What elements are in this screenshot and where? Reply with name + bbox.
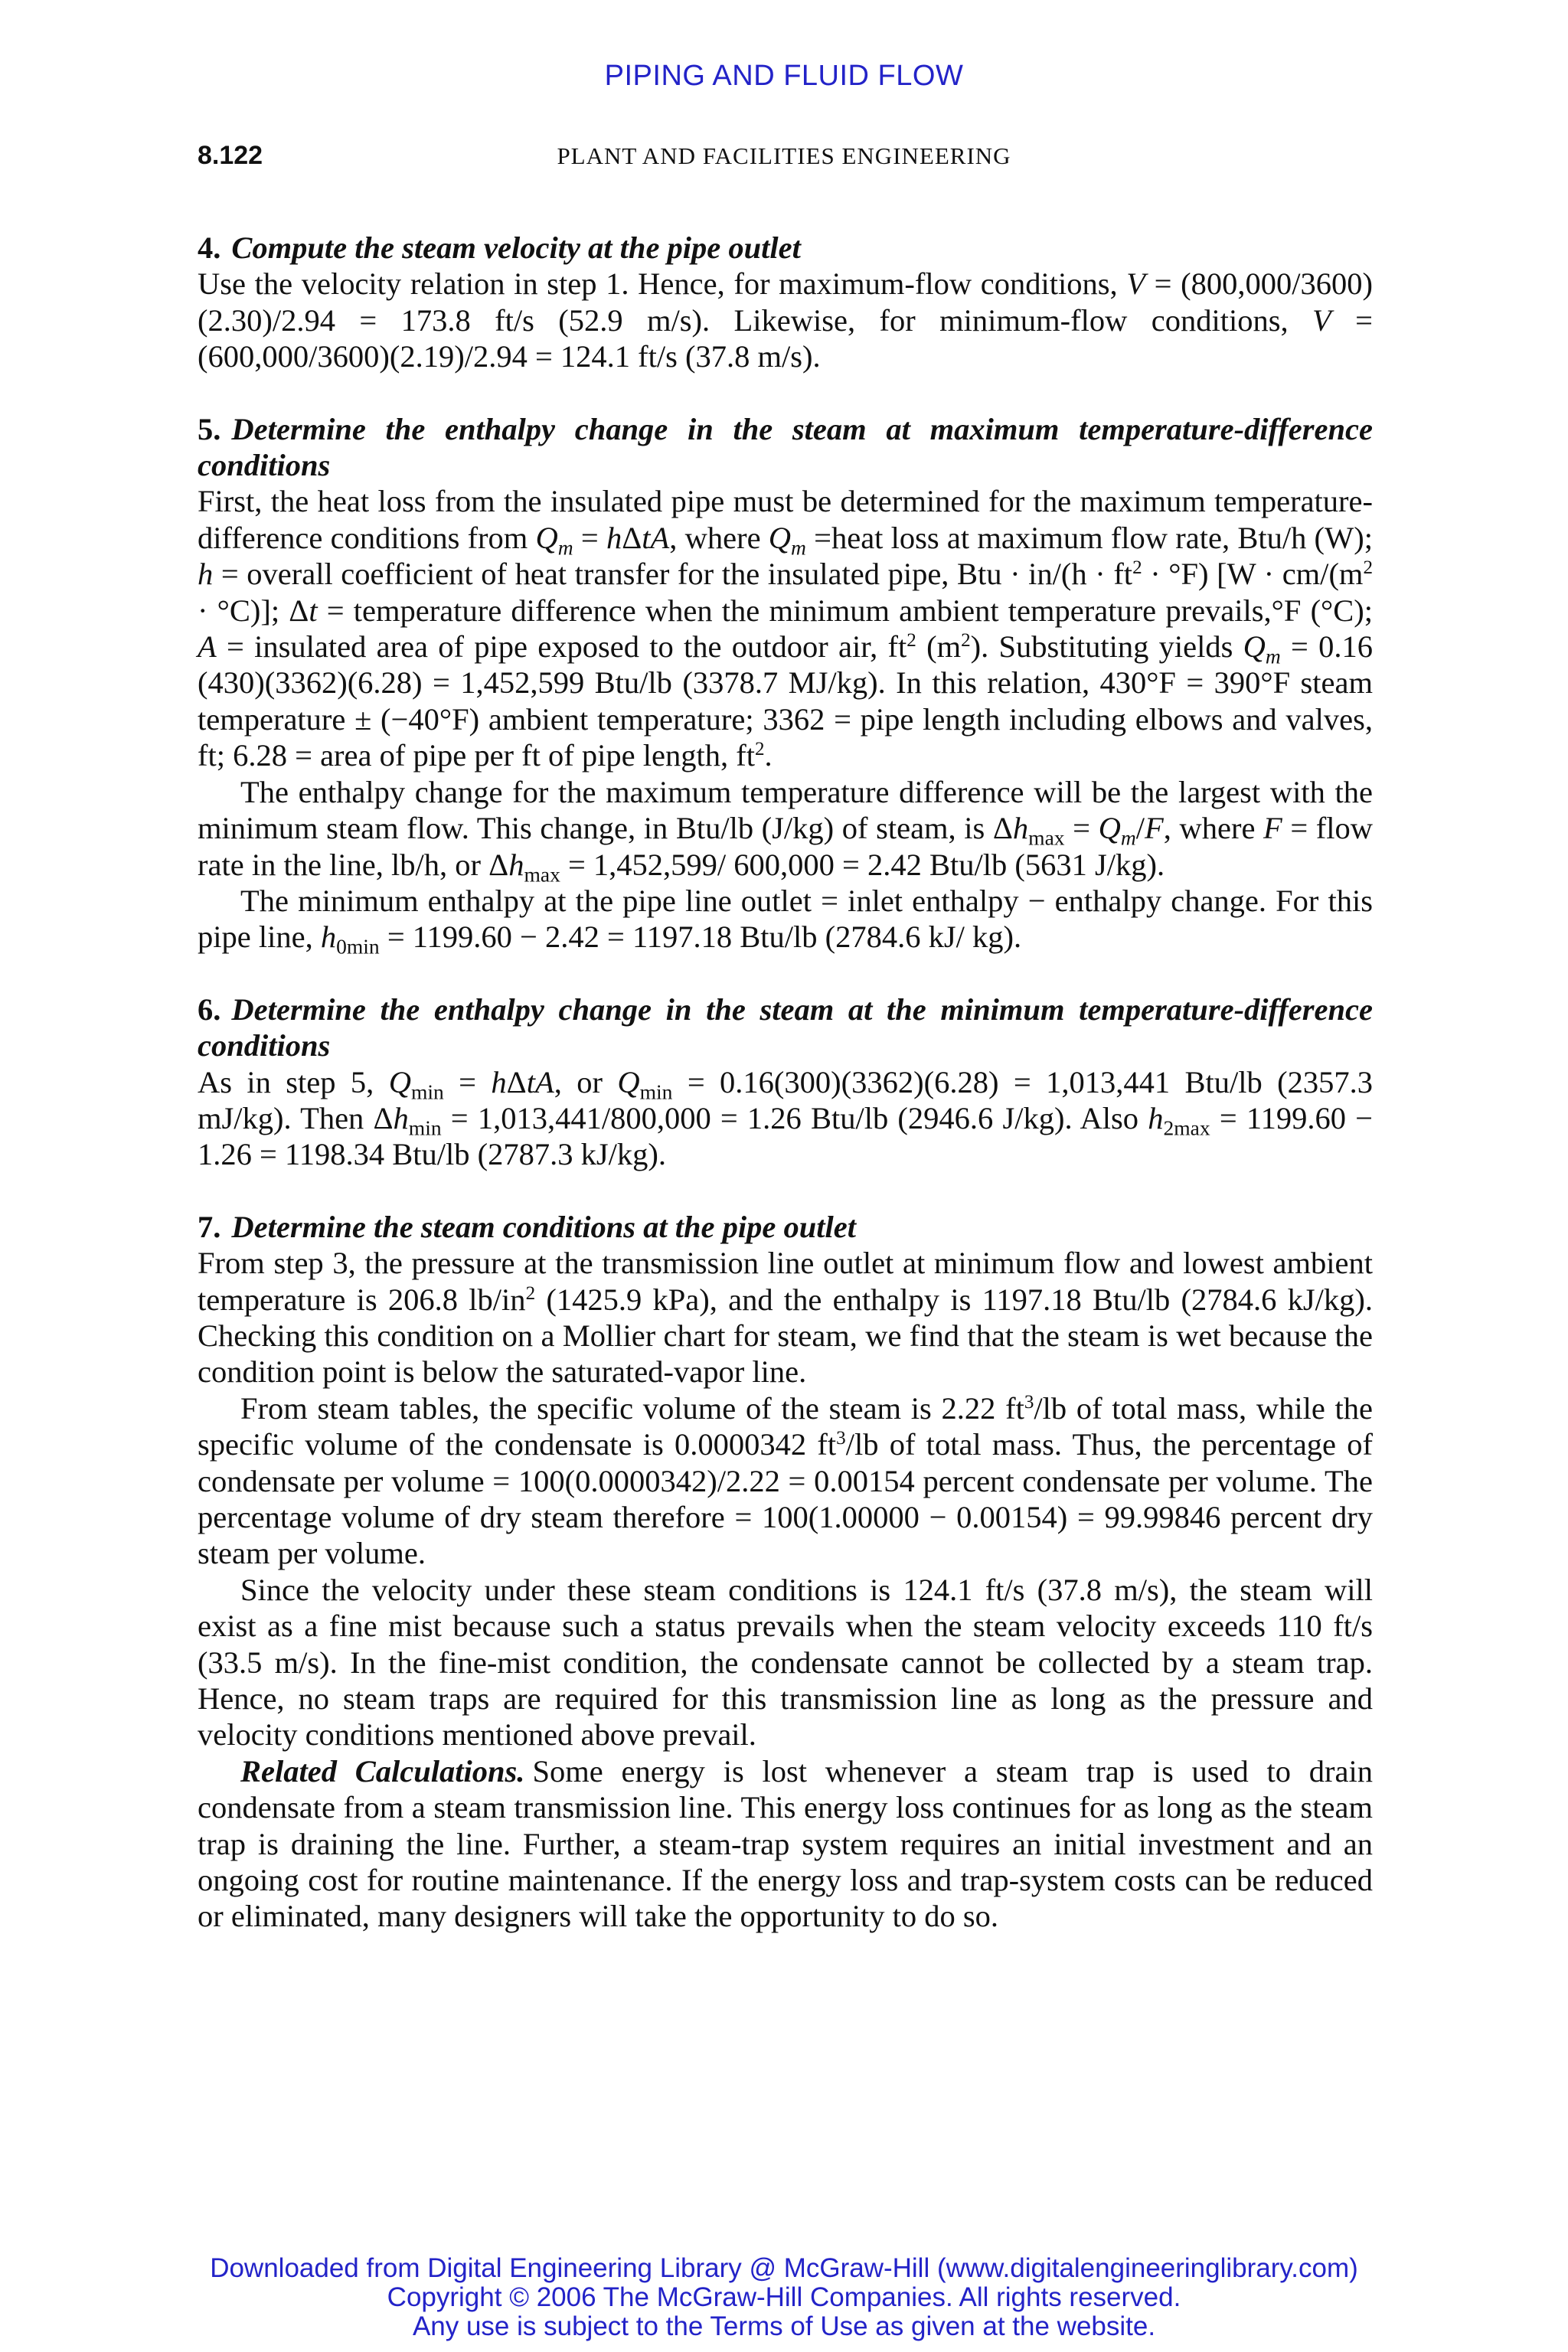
step-5 bbox=[198, 411, 1374, 959]
step-title: Determine the enthalpy change in the steam at maximum temperature-difference conditions bbox=[198, 411, 1373, 483]
page-number: 8.122 bbox=[198, 141, 263, 170]
step-number: 4. bbox=[198, 230, 221, 265]
section-title: PIPING AND FLUID FLOW bbox=[604, 60, 964, 92]
step-number: 5. bbox=[198, 411, 221, 446]
step-number: 6. bbox=[198, 991, 221, 1027]
footer-terms-line: Any use is subject to the Terms of Use as given at the website. bbox=[412, 2311, 1156, 2341]
step-title: Determine the steam conditions at the pipe outlet bbox=[231, 1209, 856, 1244]
step-4 bbox=[198, 230, 1373, 375]
paragraph: As in step 5, $Q_{min} = h\Delta tA$, or $Q_{min} = 0.16(300)(3362)(6.28) = 1,013,441$ Btu/lb (2357.3 mJ/kg). Then $\Delta h_{min} = 1,013,441/800,000 = 1.26$ Btu/lb (2946.6 J/kg). Also $h_{2max} = 1199.60 - 1.26 = 1198.34$ Btu/lb (2787.3 kJ/kg). bbox=[198, 1064, 1374, 1172]
paragraph: Since the velocity under these steam conditions is 124.1 ft/s (37.8 m/s), the steam will exist as a fine mist because such a status prevails when the steam velocity exceeds 110 ft/s (33.5 m/s). In the fine-mist condition, the condensate cannot be collected by a steam trap. Hence, no steam traps are required for this transmission line as long as the pressure and velocity conditions mentioned above prevail. bbox=[198, 1572, 1373, 1753]
related-calculations bbox=[198, 1753, 1373, 1935]
step-7 bbox=[198, 1209, 1373, 1935]
paragraph: The enthalpy change for the maximum temperature difference will be the largest with the minimum steam flow. This change, in Btu/lb (J/kg) of steam, is $\Delta h_{max} = Q_m/F$, where F = flow rate in the line, lb/h, or $\Delta h_{max} = 1,452,599/$ 600,000 = 2.42 Btu/lb (5631 J/kg). bbox=[198, 774, 1374, 886]
step-heading bbox=[198, 991, 1373, 1064]
related-calculations-text: Some energy is lost whenever a steam trap is used to drain condensate from a steam transmission line. This energy loss continues for as long as the steam trap is draining the line. Further, a steam-trap system requires an initial investment and an ongoing cost for routine maintenance. If the energy loss and trap-system costs can be reduced or eliminated, many designers will take the opportunity to do so. bbox=[198, 1753, 1373, 1934]
step-heading bbox=[198, 1209, 1373, 1245]
related-calculations-label: Related Calculations. bbox=[240, 1753, 525, 1788]
document-body bbox=[198, 230, 1373, 1971]
step-6 bbox=[198, 991, 1373, 1173]
step-number: 7. bbox=[198, 1209, 221, 1244]
paragraph: From step 3, the pressure at the transmission line outlet at minimum flow and lowest ambient temperature is 206.8 $lb/in^2$ (1425.9 kPa), and the enthalpy is 1197.18 Btu/lb (2784.6 kJ/kg). Checking this condition on a Mollier chart for steam, we find that the steam is wet because the condition point is below the saturated-vapor line. bbox=[198, 1246, 1373, 1390]
footer-download-line[interactable]: Downloaded from Digital Engineering Library @ McGraw-Hill (www.digitalengineeringlibrary.com) bbox=[210, 2253, 1358, 2283]
paragraph: The minimum enthalpy at the pipe line outlet = inlet enthalpy − enthalpy change. For this pipe line, $h_{0min} = 1199.60 - 2.42 = 1197.18$ Btu/lb (2784.6 kJ/ kg). bbox=[198, 883, 1373, 959]
footer-copyright-line: Copyright © 2006 The McGraw-Hill Companies. All rights reserved. bbox=[387, 2282, 1181, 2312]
footer bbox=[0, 2254, 1568, 2341]
running-head: PLANT AND FACILITIES ENGINEERING bbox=[557, 142, 1011, 169]
paragraph: Use the velocity relation in step 1. Hence, for maximum-flow conditions, V = (800,000/3600)(2.30)/2.94 = 173.8 ft/s (52.9 m/s). Likewise, for minimum-flow conditions, V = (600,000/3600)(2.19)/2.94 = 124.1 ft/s (37.8 m/s). bbox=[198, 266, 1373, 374]
paragraph: First, the heat loss from the insulated pipe must be determined for the maximum temperature-difference conditions from $Q_m = h\Delta tA$, where $Q_m$ =heat loss at maximum flow rate, Btu/h (W); h = overall coefficient of heat transfer for the insulated pipe, Btu · $in/(h \cdot ft^2 \cdot ^\circ F)$ $[W \cdot cm/(m^2 \cdot ^\circ C)]$; Δt = temperature difference when the minimum ambient temperature prevails,°F (°C); A = insulated area of pipe exposed to the outdoor air, $ft^2$ $(m^2)$. Substituting yields $Q_m = 0.16$ (430)(3362)(6.28) = 1,452,599 Btu/lb (3378.7 MJ/kg). In this relation, 430°F = 390°F steam temperature ± (−40°F) ambient temperature; 3362 = pipe length including elbows and valves, ft; 6.28 = area of pipe per ft of pipe length, $ft^2$. bbox=[198, 484, 1374, 773]
step-title: Compute the steam velocity at the pipe outlet bbox=[231, 230, 801, 265]
step-heading bbox=[198, 411, 1373, 484]
step-title: Determine the enthalpy change in the steam at the minimum temperature-difference conditions bbox=[198, 991, 1373, 1063]
step-heading bbox=[198, 230, 1373, 266]
paragraph: From steam tables, the specific volume of the steam is 2.22 $ft^3/lb$ of total mass, while the specific volume of the condensate is 0.0000342 $ft^3/lb$ of total mass. Thus, the percentage of condensate per volume = 100(0.0000342)/2.22 = 0.00154 percent condensate per volume. The percentage volume of dry steam therefore = 100(1.00000 − 0.00154) = 99.99846 percent dry steam per volume. bbox=[198, 1390, 1373, 1571]
